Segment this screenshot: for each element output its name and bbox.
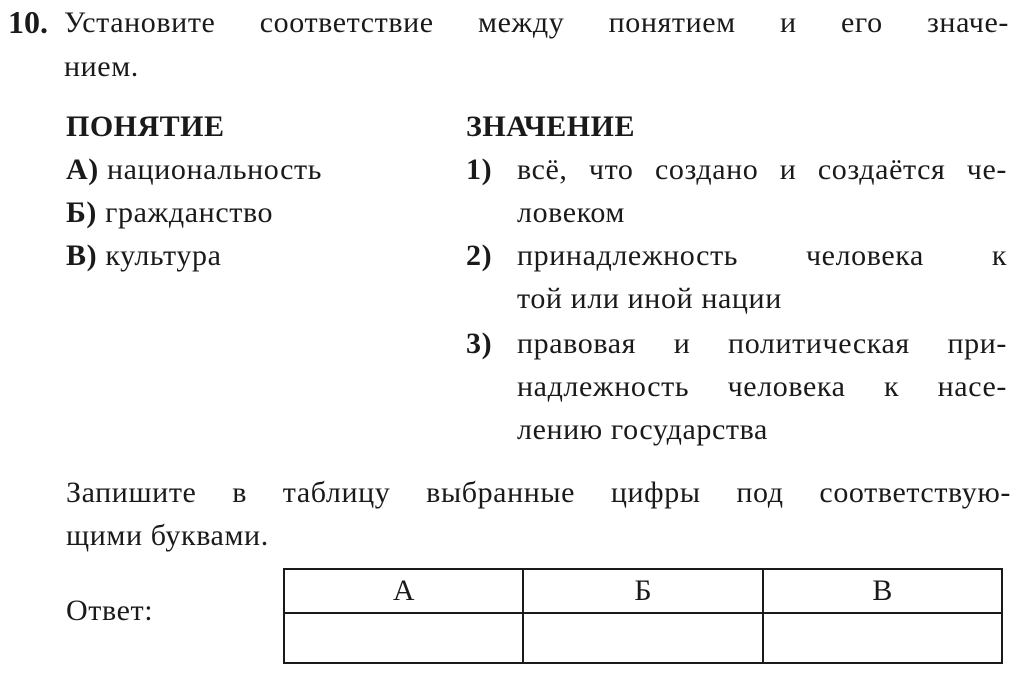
concept-item-mark: А) (66, 153, 99, 186)
meaning-item-2-word: принадлежность (517, 239, 739, 272)
concept-item-label: гражданство (105, 196, 274, 229)
meaning-item-1-line-2: ловеком (517, 196, 625, 229)
concept-item-label: национальность (106, 153, 323, 186)
concept-item-a (66, 153, 322, 187)
answer-table (283, 568, 1003, 664)
answer-column-v: В (763, 569, 1002, 613)
meaning-item-1-mark: 1) (466, 153, 493, 186)
instruction-line-2: щими буквами. (66, 519, 269, 552)
meaning-item-2-word: к (991, 239, 1007, 272)
concept-item-mark: Б) (66, 196, 98, 229)
instruction-line-1: Запишите в таблицу выбранные цифры под соответствую- (66, 476, 1011, 509)
meaning-column-header: ЗНАЧЕНИЕ (466, 110, 635, 143)
meaning-item-1-line-1: всё, что создано и создаётся че- (517, 153, 1007, 186)
meaning-item-2-line-1-justified (517, 239, 1007, 273)
meaning-item-2-mark: 2) (466, 239, 493, 272)
meaning-item-3-line-3: лению государства (517, 413, 768, 446)
question-text-line-2: нием. (64, 50, 139, 83)
meaning-item-2-line-2: той или иной нации (517, 282, 782, 315)
answer-cell-a[interactable] (284, 613, 523, 663)
answer-column-a: А (284, 569, 523, 613)
question-text-line-1: Установите соответствие между понятием и его значе- (64, 6, 1009, 39)
concept-item-v (66, 239, 222, 273)
meaning-item-3-line-2: надлежность человека к насе- (517, 370, 1007, 403)
concept-item-b (66, 196, 273, 230)
meaning-item-3-mark: 3) (466, 327, 493, 360)
task-number: 10. (8, 4, 48, 40)
answer-cell-v[interactable] (763, 613, 1002, 663)
answer-cell-b[interactable] (523, 613, 762, 663)
concept-item-mark: В) (66, 239, 98, 272)
answer-label: Ответ: (66, 594, 154, 627)
concept-item-label: культура (105, 239, 222, 272)
meaning-item-3-line-1: правовая и политическая при- (517, 327, 1007, 360)
meaning-item-2-word: человека (805, 239, 924, 272)
concept-column-header: ПОНЯТИЕ (66, 110, 225, 143)
answer-column-b: Б (523, 569, 762, 613)
